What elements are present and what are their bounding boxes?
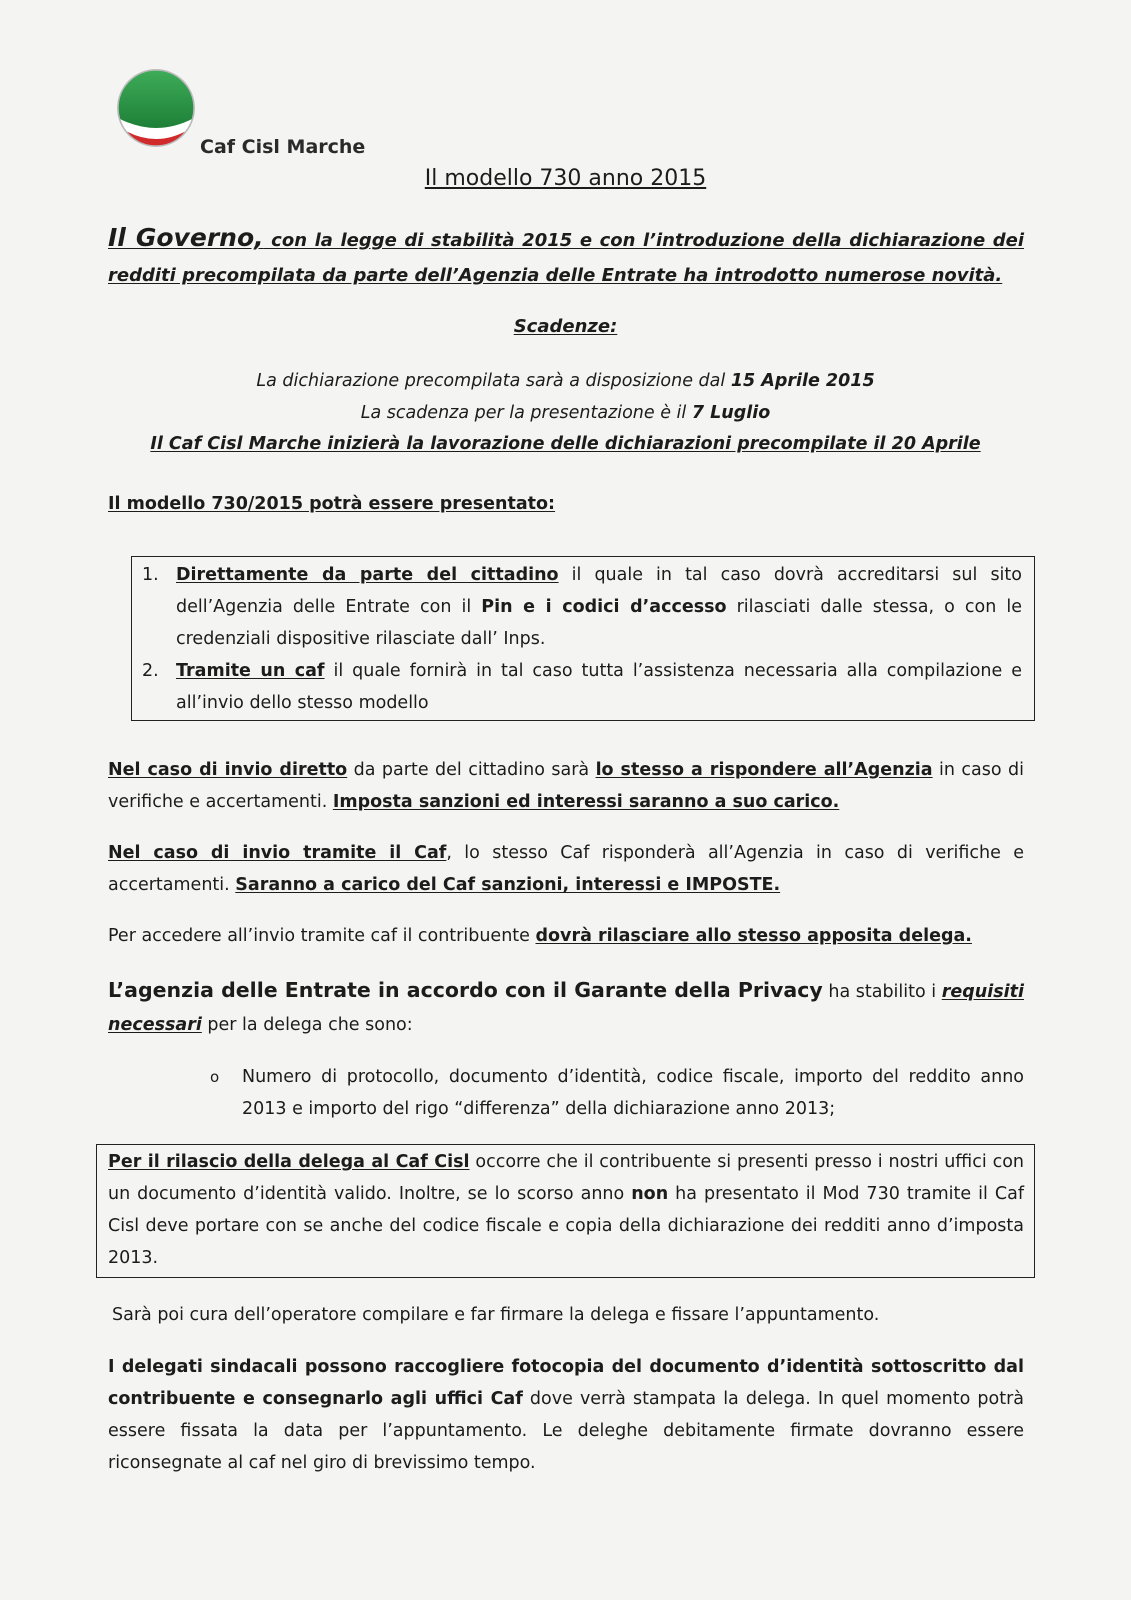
list-item-lead: Direttamente da parte del cittadino bbox=[176, 565, 559, 585]
deadline-line-1-text: La dichiarazione precompilata sarà a disposizione dal bbox=[256, 371, 731, 391]
caf-text: , lo stesso Caf risponderà all’Agenzia in caso di verifiche e accertamenti. bbox=[108, 843, 1024, 895]
deadline-date-1: 15 Aprile 2015 bbox=[730, 371, 875, 391]
agency-italic: requisiti necessari bbox=[108, 982, 1025, 1035]
list-item-lead: Tramite un caf bbox=[176, 661, 325, 681]
brand-name: Caf Cisl Marche bbox=[200, 136, 366, 158]
deadline-line-3: Il Caf Cisl Marche inizierà la lavorazione delle dichiarazioni precompilate il 20 Aprile bbox=[150, 434, 981, 454]
caf-bold: Saranno a carico del Caf sanzioni, interessi e IMPOSTE. bbox=[235, 875, 781, 895]
requirements-bullet bbox=[210, 1061, 1024, 1125]
bullet-text: Numero di protocollo, documento d’identità, codice fiscale, importo del reddito anno 2013 e importo del rigo “differenza” della dichiarazione anno 2013; bbox=[242, 1067, 1024, 1119]
presentation-list bbox=[140, 559, 1022, 719]
delegates-paragraph bbox=[108, 1351, 1024, 1479]
deadline-line-1 bbox=[0, 366, 1131, 398]
list-number: 2. bbox=[142, 661, 159, 681]
list-item-text: rilasciati dalle stessa, o con le credenziali dispositive rilasciate dall’ Inps. bbox=[176, 597, 1022, 649]
direct-text-a: da parte del cittadino sarà bbox=[347, 760, 596, 780]
list-item-text: il quale fornirà in tal caso tutta l’assistenza necessaria alla compilazione e all’invio dello stesso modello bbox=[176, 661, 1022, 713]
delegates-bold: I delegati sindacali possono raccogliere fotocopia del documento d’identità sottoscritto dal contribuente e consegnarlo agli uffici Caf bbox=[108, 1357, 1024, 1409]
presentation-heading: Il modello 730/2015 potrà essere presentato: bbox=[108, 494, 556, 514]
access-paragraph bbox=[108, 920, 1024, 952]
access-text: Per accedere all’invio tramite caf il contribuente bbox=[108, 926, 536, 946]
delegation-text-b: ha presentato il Mod 730 tramite il Caf Cisl deve portare con se anche del codice fiscale e copia della dichiarazione dei redditi anno d’imposta 2013. bbox=[108, 1184, 1024, 1268]
deadline-line-2-text: La scadenza per la presentazione è il bbox=[360, 402, 692, 423]
operator-paragraph: Sarà poi cura dell’operatore compilare e far firmare la delega e fissare l’appuntamento. bbox=[112, 1305, 880, 1325]
direct-underlined: lo stesso a rispondere all’Agenzia bbox=[595, 760, 933, 780]
intro-lead: Il Governo, bbox=[108, 223, 264, 252]
intro-paragraph bbox=[108, 220, 1024, 293]
deadlines-heading: Scadenze: bbox=[513, 316, 618, 337]
delegation-paragraph bbox=[108, 1146, 1024, 1274]
direct-bold: Imposta sanzioni ed interessi saranno a suo carico. bbox=[332, 792, 840, 812]
delegation-text-a: occorre che il contribuente si presenti presso i nostri uffici con un documento d’identità valido. Inoltre, se lo scorso anno bbox=[108, 1152, 1025, 1204]
access-bold: dovrà rilasciare allo stesso apposita delega. bbox=[535, 926, 972, 946]
agency-text-b: per la delega che sono: bbox=[201, 1015, 413, 1035]
bullet-icon: o bbox=[210, 1068, 220, 1086]
cisl-tricolor-logo bbox=[116, 68, 196, 148]
list-item-text: il quale in tal caso dovrà accreditarsi sul sito dell’Agenzia delle Entrate con il bbox=[176, 565, 1022, 617]
intro-text: con la legge di stabilità 2015 e con l’introduzione della dichiarazione dei redditi precompilata da parte dell’Agenzia delle Entrate ha introdotto numerose novità. bbox=[108, 230, 1025, 286]
direct-text-b: in caso di verifiche e accertamenti. bbox=[108, 760, 1024, 812]
deadline-line-2 bbox=[0, 398, 1131, 430]
deadline-date-2: 7 Luglio bbox=[691, 402, 771, 423]
list-number: 1. bbox=[142, 565, 159, 585]
document-title: Il modello 730 anno 2015 bbox=[424, 166, 707, 191]
direct-paragraph bbox=[108, 754, 1024, 818]
delegation-lead: Per il rilascio della delega al Caf Cisl bbox=[108, 1152, 470, 1172]
direct-lead: Nel caso di invio diretto bbox=[108, 760, 348, 780]
agency-paragraph bbox=[108, 974, 1024, 1042]
agency-text-a: ha stabilito i bbox=[822, 982, 942, 1002]
list-item-bold: Pin e i codici d’accesso bbox=[481, 597, 727, 617]
deadlines-block bbox=[0, 366, 1131, 461]
agency-lead: L’agenzia delle Entrate in accordo con il Garante della Privacy bbox=[108, 978, 823, 1002]
list-item bbox=[140, 655, 1022, 719]
list-item bbox=[140, 559, 1022, 655]
delegation-bold: non bbox=[631, 1184, 669, 1204]
caf-lead: Nel caso di invio tramite il Caf bbox=[108, 843, 447, 863]
caf-paragraph bbox=[108, 837, 1024, 901]
delegates-text: dove verrà stampata la delega. In quel momento potrà essere fissata la data per l’appuntamento. Le deleghe debitamente firmate dovranno essere riconsegnate al caf nel giro di brevissimo tempo. bbox=[108, 1389, 1024, 1473]
